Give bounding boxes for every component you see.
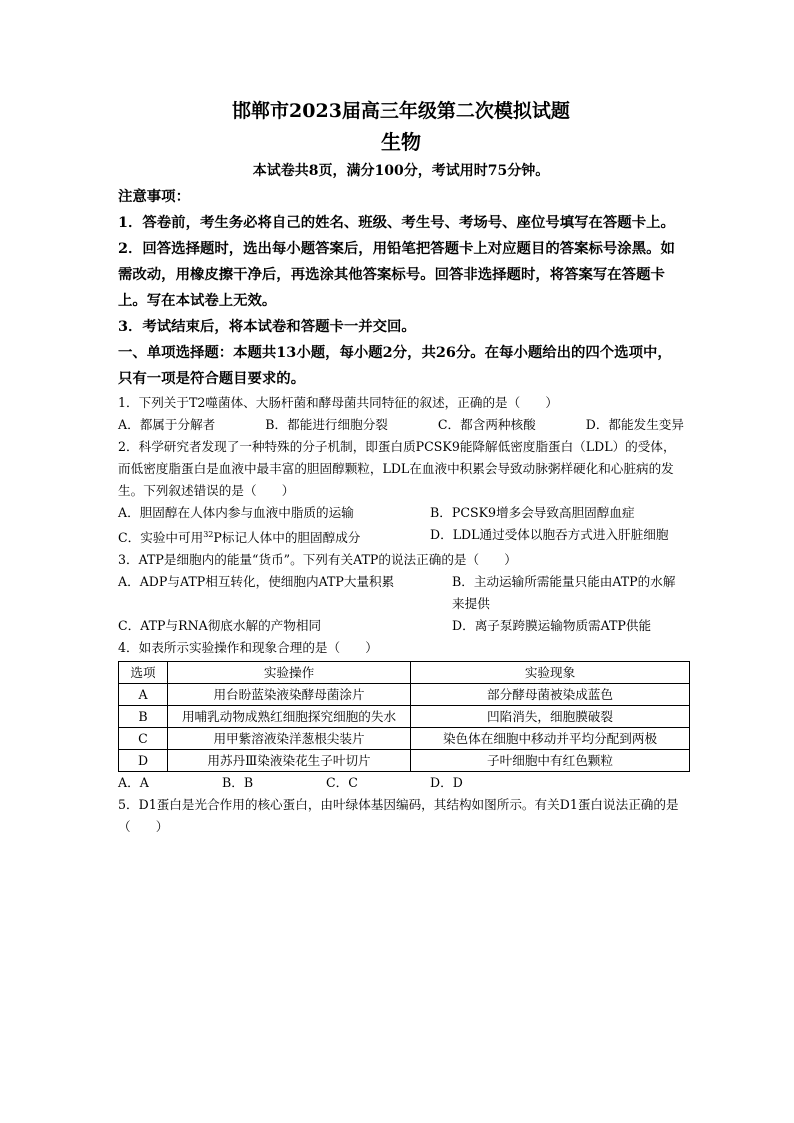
table-cell-operation: 用甲紫溶液染洋葱根尖装片 xyxy=(168,728,411,750)
question-5-stem: 5．D1蛋白是光合作用的核心蛋白，由叶绿体基因编码，其结构如图所示。有关D1蛋白说法正确的是（ ） xyxy=(118,797,679,835)
question-2-options-ab xyxy=(118,502,684,524)
question-1-options xyxy=(118,414,684,436)
question-2-option-d: D．LDL通过受体以胞吞方式进入肝脏细胞 xyxy=(430,527,669,542)
table-cell-option: C xyxy=(119,728,168,750)
question-4-option-b: B．B xyxy=(222,775,254,791)
table-row xyxy=(119,750,690,772)
table-cell-operation: 用苏丹Ⅲ染液染花生子叶切片 xyxy=(168,750,411,772)
question-3-option-a: A．ADP与ATP相互转化，使细胞内ATP大量积累 xyxy=(118,574,395,590)
table-row xyxy=(119,728,690,750)
question-1-option-d: D．都能发生变异 xyxy=(585,417,684,432)
table-row xyxy=(119,684,690,706)
question-2-option-b: B．PCSK9增多会导致高胆固醇血症 xyxy=(430,505,635,520)
notes-item-1: 1．答卷前，考生务必将自己的姓名、班级、考生号、考场号、座位号填写在答题卡上。 xyxy=(118,214,675,231)
table-cell-phenomenon: 子叶细胞中有红色颗粒 xyxy=(411,750,690,772)
question-3-option-c: C．ATP与RNA彻底水解的产物相同 xyxy=(118,618,322,634)
question-1-option-a: A．都属于分解者 xyxy=(118,417,216,432)
question-2-option-c-pre: C．实验中可用 xyxy=(118,530,204,546)
table-header-phenomenon: 实验现象 xyxy=(411,662,690,684)
question-4-option-c: C．C xyxy=(326,775,358,791)
table-cell-phenomenon: 部分酵母菌被染成蓝色 xyxy=(411,684,690,706)
question-1-option-c: C．都含两种核酸 xyxy=(437,417,536,432)
page-content xyxy=(118,96,684,838)
table-cell-option: D xyxy=(119,750,168,772)
table-header-operation: 实验操作 xyxy=(168,662,411,684)
question-2-option-c xyxy=(118,524,430,549)
table-cell-option: B xyxy=(119,706,168,728)
table-cell-phenomenon: 染色体在细胞中移动并平均分配到两极 xyxy=(411,728,690,750)
question-3-option-d: D．离子泵跨膜运输物质需ATP供能 xyxy=(452,618,652,634)
question-2-stem: 2．科学研究者发现了一种特殊的分子机制，即蛋白质PCSK9能降解低密度脂蛋白（LDL）的受体，而低密度脂蛋白是血液中最丰富的胆固醇颗粒，LDL在血液中积累会导致动脉粥样硬化和心脏病的发生。下列叙述错误的是（ ） xyxy=(118,439,676,498)
question-3-stem: 3．ATP是细胞内的能量“货币”。下列有关ATP的说法正确的是（ ） xyxy=(118,552,517,568)
question-2-option-c-sup: 32 xyxy=(203,530,214,539)
exam-meta: 本试卷共8页，满分100分，考试用时75分钟。 xyxy=(252,163,550,179)
table-row xyxy=(119,706,690,728)
question-3-option-b: B．主动运输所需能量只能由ATP的水解来提供 xyxy=(452,574,676,612)
question-2-options-cd xyxy=(118,524,684,549)
question-3-options-cd xyxy=(118,615,684,637)
question-4-option-a: A．A xyxy=(118,775,149,791)
table-header-option: 选项 xyxy=(119,662,168,684)
table-cell-phenomenon: 凹陷消失，细胞膜破裂 xyxy=(411,706,690,728)
notes-item-2: 2．回答选择题时，选出每小题答案后，用铅笔把答题卡上对应题目的答案标号涂黑。如需改动，用橡皮擦干净后，再选涂其他答案标号。回答非选择题时，将答案写在答题卡上。写在本试卷上无效。 xyxy=(118,240,675,309)
question-4-option-d: D．D xyxy=(430,775,463,791)
table-cell-option: A xyxy=(119,684,168,706)
question-1-option-b: B．都能进行细胞分裂 xyxy=(265,417,388,432)
question-2-option-c-post: P标记人体中的胆固醇成分 xyxy=(213,530,361,546)
question-4-options xyxy=(118,772,684,794)
notes-heading: 注意事项： xyxy=(118,188,190,205)
exam-title: 邯郸市2023届高三年级第二次模拟试题 xyxy=(232,100,570,122)
question-3-options-ab xyxy=(118,571,684,615)
question-4-table xyxy=(118,661,690,772)
table-cell-operation: 用哺乳动物成熟红细胞探究细胞的失水 xyxy=(168,706,411,728)
notes-item-3: 3．考试结束后，将本试卷和答题卡一并交回。 xyxy=(118,318,416,335)
table-header-row xyxy=(119,662,690,684)
section-1-heading: 一、单项选择题：本题共13小题，每小题2分，共26分。在每小题给出的四个选项中，只有一项是符合题目要求的。 xyxy=(118,344,672,387)
subject-title: 生物 xyxy=(381,130,421,154)
table-cell-operation: 用台盼蓝染液染酵母菌涂片 xyxy=(168,684,411,706)
question-4-stem: 4．如表所示实验操作和现象合理的是（ ） xyxy=(118,640,378,656)
question-1-stem: 1．下列关于T2噬菌体、大肠杆菌和酵母菌共同特征的叙述，正确的是（ ） xyxy=(118,395,559,410)
question-2-option-a: A．胆固醇在人体内参与血液中脂质的运输 xyxy=(118,505,354,520)
